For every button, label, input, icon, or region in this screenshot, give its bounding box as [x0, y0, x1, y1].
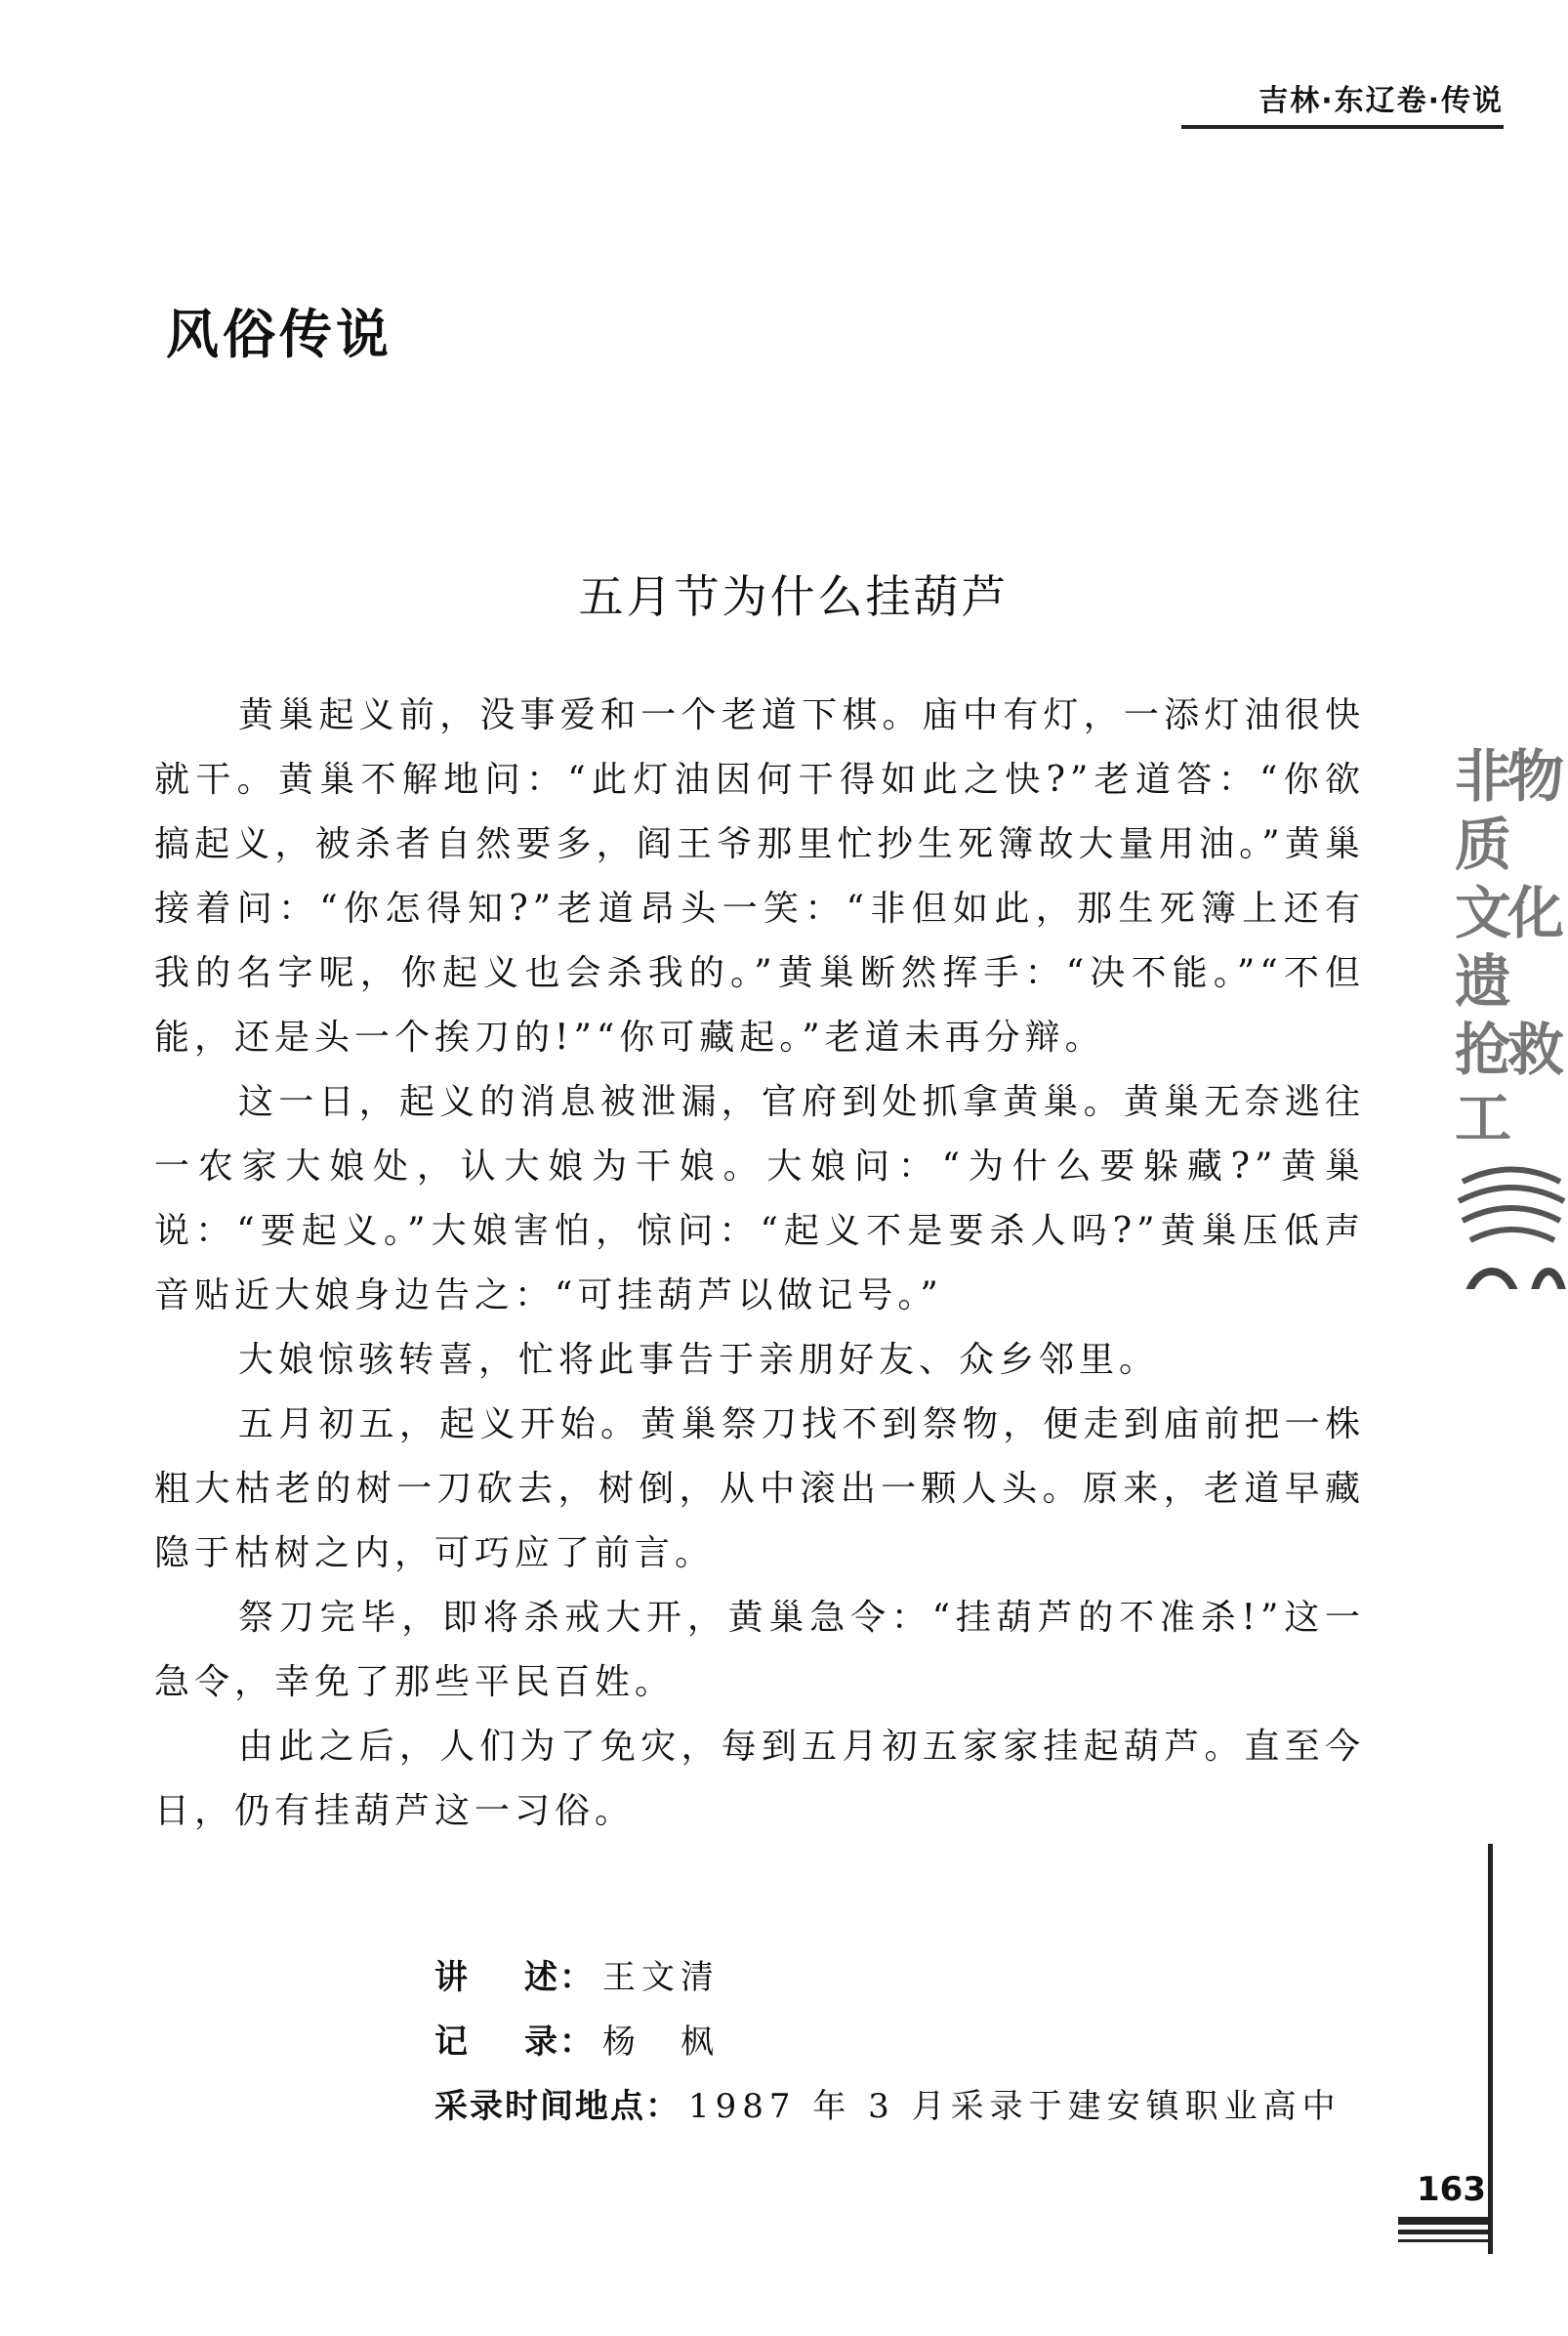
story-paragraph: 祭刀完毕，即将杀戒大开，黄巢急令：“挂葫芦的不准杀!”这一急令，幸免了那些平民百姓。 [154, 1598, 1365, 1702]
mask-emblem-icon [1453, 1162, 1568, 1289]
credits-block [434, 1945, 1372, 2139]
narrator-label-char: 讲 [434, 1958, 470, 1997]
page-number: 163 [1417, 2170, 1486, 2209]
page-number-rules [1398, 2217, 1492, 2247]
story-paragraph: 大娘惊骇转喜，忙将此事告于亲朋好友、众乡邻里。 [238, 1340, 1160, 1380]
story-title: 五月节为什么挂葫芦 [578, 570, 1010, 623]
logo-line: 非物质 [1455, 743, 1561, 878]
narrator-label [434, 1945, 559, 2010]
narrator-name: 王文清 [602, 1958, 720, 1997]
section-title: 风俗传说 [166, 303, 392, 365]
recorder-label-char: 录 [524, 2023, 559, 2062]
time-place-row [434, 2074, 1372, 2139]
recorder-label-char: 记 [434, 2023, 470, 2062]
logo-line: 文化遗 [1455, 880, 1561, 1015]
story-paragraph: 黄巢起义前，没事爱和一个老道下棋。庙中有灯，一添灯油很快就干。黄巢不解地问：“此灯油因何干得如此之快?”老道答：“你欲搞起义，被杀者自然要多，阎王爷那里忙抄生死簿故大量用油。”黄巢接着问：“你怎得知?”老道昂头一笑：“非但如此，那生死簿上还有我的名字呢，你起义也会杀我的。”黄巢断然挥手：“决不能。”“不但能，还是头一个挨刀的!”“你可藏起。”老道未再分辩。 [154, 695, 1365, 1058]
story-body [154, 684, 1365, 1844]
recorder-colon: ： [559, 2023, 593, 2062]
narrator-colon: ： [559, 1958, 593, 1997]
margin-rule [1488, 1844, 1493, 2254]
logo-text [1455, 742, 1568, 1152]
time-place-value: 1987 年 3 月采录于建安镇职业高中 [688, 2087, 1341, 2126]
time-place-label: 采录时间地点 [434, 2087, 645, 2126]
story-paragraph: 由此之后，人们为了免灾，每到五月初五家家挂起葫芦。直至今日，仍有挂葫芦这一习俗。 [154, 1727, 1365, 1831]
narrator-label-char: 述 [524, 1958, 559, 1997]
side-logo [1445, 742, 1568, 1289]
logo-line: 抢救工 [1455, 1017, 1561, 1151]
recorder-label [434, 2010, 559, 2074]
recorder-row [434, 2010, 1372, 2074]
story-paragraph: 这一日，起义的消息被泄漏，官府到处抓拿黄巢。黄巢无奈逃往一农家大娘处，认大娘为干娘。大娘问：“为什么要躲藏?”黄巢说：“要起义。”大娘害怕，惊问：“起义不是要杀人吗?”黄巢压低声音贴近大娘身边告之：“可挂葫芦以做记号。” [154, 1082, 1365, 1315]
running-header: 吉林·东辽卷·传说 [1181, 76, 1504, 129]
time-place-colon: ： [645, 2087, 679, 2126]
story-paragraph: 五月初五，起义开始。黄巢祭刀找不到祭物，便走到庙前把一株粗大枯老的树一刀砍去，树倒，从中滚出一颗人头。原来，老道早藏隐于枯树之内，可巧应了前言。 [154, 1404, 1365, 1573]
recorder-name: 杨 枫 [602, 2023, 720, 2062]
narrator-row [434, 1945, 1372, 2010]
